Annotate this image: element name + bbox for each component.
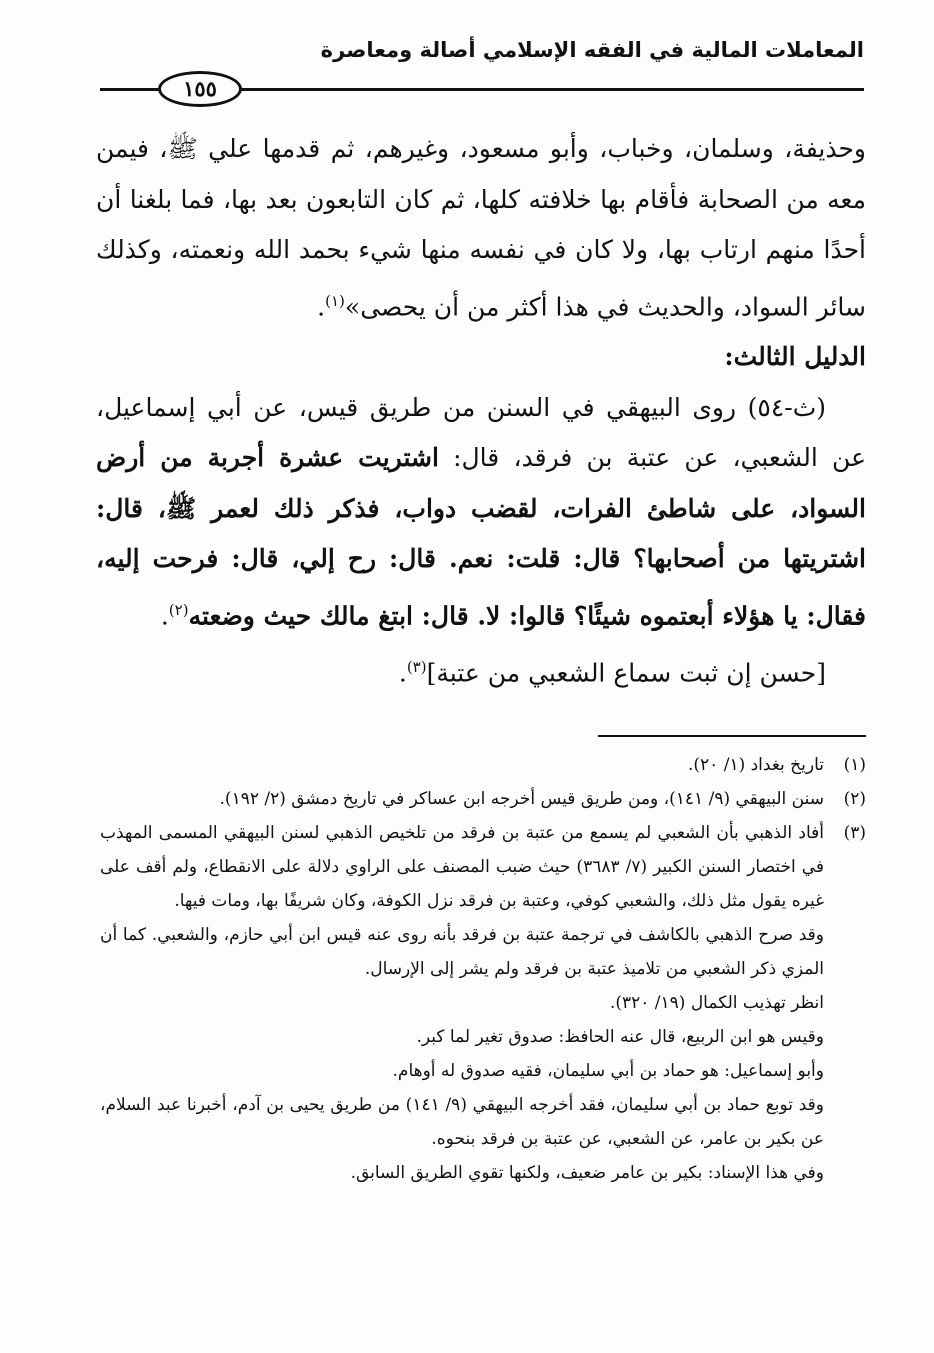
footnote-3-continuation-4: وأبو إسماعيل: هو حماد بن أبي سليمان، فقيه صدوق له أوهام. bbox=[392, 1061, 824, 1081]
footnote-1-text: تاريخ بغداد (١/ ٢٠). bbox=[687, 755, 824, 775]
footnote-ref-1: (١) bbox=[325, 291, 345, 310]
paragraph-3-text: [حسن إن ثبت سماع الشعبي من عتبة] bbox=[426, 657, 826, 687]
footnote-2-mark: (٢) bbox=[843, 789, 866, 809]
paragraph-2-end: . bbox=[160, 601, 169, 631]
footnotes bbox=[100, 748, 866, 1190]
footnote-1-mark: (١) bbox=[843, 755, 866, 775]
paragraph-2-quote: اشتريت عشرة أجربة من أرض السواد، على شاطئ الفرات، لقضب دواب، فذكر ذلك لعمر ﷺ، قال: اشتريتها من أصحابها؟ قال: قلت: نعم. قال: رح إلي، قال: فرحت إليه، فقال: يا هؤلاء أبعتموه شيئًا؟ قالوا: لا. قال: ابتغ مالك حيث وضعته bbox=[96, 443, 866, 631]
paragraph-1 bbox=[96, 124, 866, 332]
footnote-separator bbox=[598, 735, 866, 737]
paragraph-3-end: . bbox=[398, 657, 407, 687]
section-heading: الدليل الثالث: bbox=[724, 342, 866, 372]
footnote-3-text: أفاد الذهبي بأن الشعبي لم يسمع من عتبة بن فرقد من تلخيص الذهبي لسنن البيهقي المسمى المهذب في اختصار السنن الكبير (٧/ ٣٦٨٣) حيث ضبب المصنف على الراوي دلالة على الانقطاع، ولم أقف على غيره يقول مثل ذلك، والشعبي كوفي، وعتبة بن فرقد نزل الكوفة، وكان شريفًا بها، ومات فيها. bbox=[100, 823, 824, 911]
footnote-ref-3: (٣) bbox=[406, 657, 427, 676]
paragraph-1-text: وحذيفة، وسلمان، وخباب، وأبو مسعود، وغيرهم، ثم قدمها علي ﷺ، فيمن معه من الصحابة فأقام بها خلافته كلها، ثم كان التابعون بعد بها، فما بلغنا أن أحدًا منهم ارتاب بها، ولا كان في نفسه منها شيء بحمد الله ونعمته، وكذلك سائر السواد، والحديث في هذا أكثر من أن يحصى» bbox=[96, 134, 866, 321]
footnote-3-continuation-1: وقد صرح الذهبي بالكاشف في ترجمة عتبة بن فرقد بأنه روى عنه قيس ابن أبي حازم، والشعبي. كما أن المزي ذكر الشعبي من تلاميذ عتبة بن فرقد ولم يشر إلى الإرسال. bbox=[100, 925, 824, 979]
paragraph-3 bbox=[96, 642, 866, 699]
footnote-2 bbox=[100, 782, 866, 816]
running-title: المعاملات المالية في الفقه الإسلامي أصالة ومعاصرة bbox=[320, 38, 864, 62]
footnote-1 bbox=[100, 748, 866, 782]
footnote-3-mark: (٣) bbox=[843, 823, 866, 843]
paragraph-2-lead: (ث-٥٤) روى البيهقي في السنن من طريق قيس، عن أبي إسماعيل، عن الشعبي، عن عتبة بن فرقد، قال: bbox=[96, 392, 866, 473]
footnote-3-continuation-2: انظر تهذيب الكمال (١٩/ ٣٢٠). bbox=[609, 993, 824, 1013]
footnote-3-continuation-3: وقيس هو ابن الربيع، قال عنه الحافظ: صدوق تغير لما كبر. bbox=[416, 1027, 824, 1047]
footnote-3 bbox=[100, 816, 866, 918]
paragraph-2 bbox=[96, 383, 866, 642]
footnote-3-continuation-5: وقد توبع حماد بن أبي سليمان، فقد أخرجه البيهقي (٩/ ١٤١) من طريق يحيى بن آدم، أخبرنا عبد السلام، عن بكير بن عامر، عن الشعبي، عن عتبة بن فرقد بنحوه. bbox=[100, 1095, 824, 1149]
footnote-ref-2: (٢) bbox=[168, 600, 189, 619]
footnote-3-continuation-6: وفي هذا الإسناد: بكير بن عامر ضعيف، ولكنها تقوي الطريق السابق. bbox=[350, 1163, 824, 1183]
page-number: ١٥٥ bbox=[158, 71, 242, 107]
paragraph-1-end: . bbox=[317, 291, 326, 321]
main-text bbox=[96, 124, 866, 698]
footnote-2-text: سنن البيهقي (٩/ ١٤١)، ومن طريق قيس أخرجه ابن عساكر في تاريخ دمشق (٢/ ١٩٢). bbox=[219, 789, 824, 809]
